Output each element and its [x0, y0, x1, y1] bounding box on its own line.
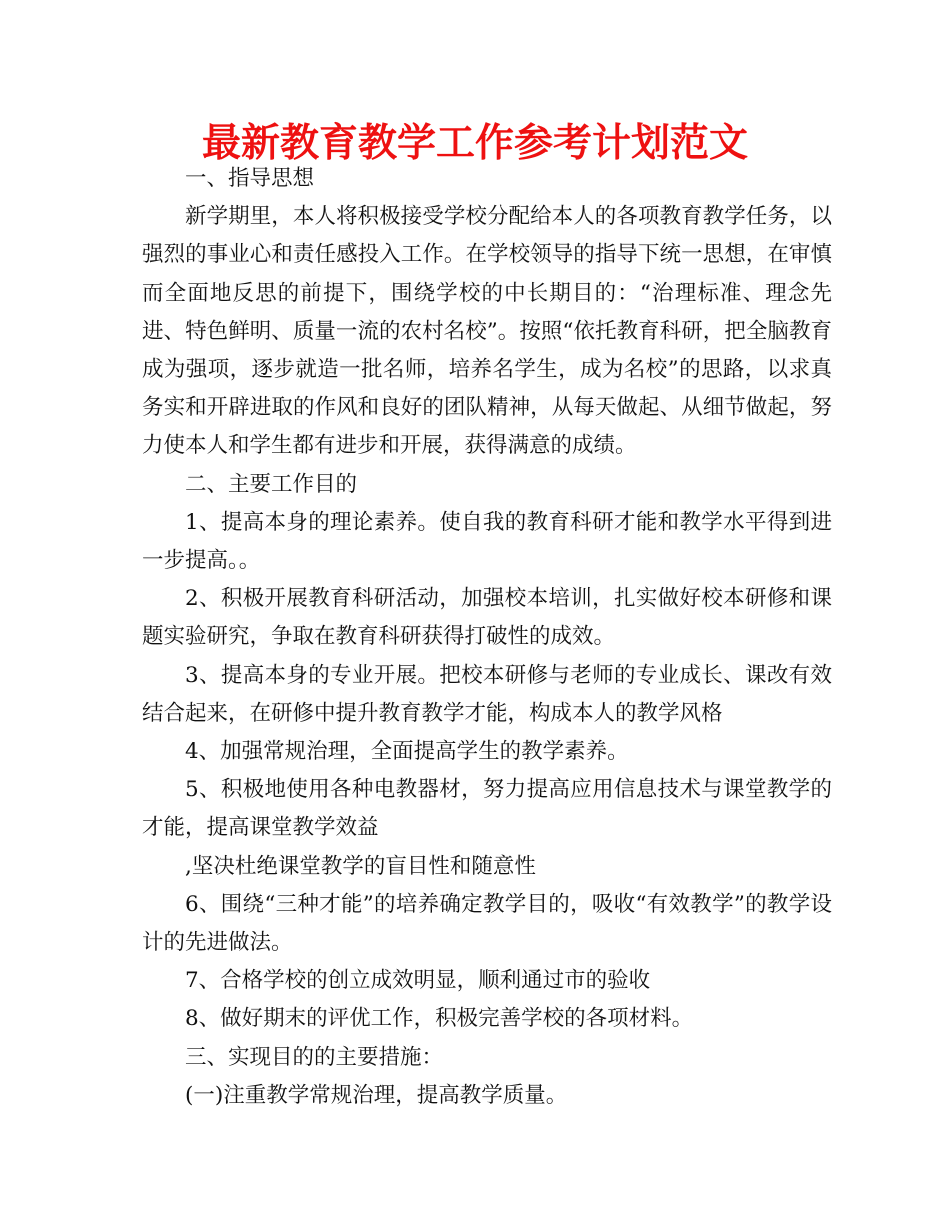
list-item: 8、做好期末的评优工作，积极完善学校的各项材料。: [185, 1006, 694, 1032]
section-heading: 一、指导思想: [185, 166, 315, 191]
section-heading: 三、实现目的的主要措施：: [185, 1044, 444, 1070]
list-item: 1、提高本身的理论素养。使自我的教育科研才能和教学水平得到进一步提高。。: [142, 509, 832, 574]
list-item: 5、积极地使用各种电教器材，努力提高应用信息技术与课堂教学的才能，提高课堂教学效益: [142, 777, 832, 841]
list-item: 6、围绕“三种才能”的培养确定教学目的，吸收“有效教学”的教学设计的先进做法。: [142, 891, 832, 956]
document-body: [142, 160, 832, 1115]
list-item: 2、积极开展教育科研活动，加强校本培训，扎实做好校本研修和课题实验研究，争取在教育科研获得打破性的成效。: [142, 586, 832, 650]
sub-heading: (一)注重教学常规治理，提高教学质量。: [185, 1082, 568, 1108]
list-item: 7、合格学校的创立成效明显，顺利通过市的验收: [185, 968, 651, 994]
paragraph: 新学期里，本人将积极接受学校分配给本人的各项教育教学任务，以强烈的事业心和责任感投入工作。在学校领导的指导下统一思想，在审慎而全面地反思的前提下，围绕学校的中长期目的：“治理标准、理念先进、特色鲜明、质量一流的农村名校”。按照“依托教育科研，把全脑教育成为强项，逐步就造一批名师，培养名学生，成为名校”的思路，以求真务实和开辟进取的作风和良好的团队精神，从每天做起、从细节做起，努力使本人和学生都有进步和开展，获得满意的成绩。: [142, 204, 832, 459]
paragraph: ,坚决杜绝课堂教学的盲目性和随意性: [185, 853, 536, 879]
list-item: 3、提高本身的专业开展。把校本研修与老师的专业成长、课改有效结合起来，在研修中提升教育教学才能，构成本人的教学风格: [142, 662, 832, 726]
section-heading: 二、主要工作目的: [185, 471, 358, 497]
document-title: 最新教育教学工作参考计划范文: [201, 121, 748, 166]
list-item: 4、加强常规治理，全面提高学生的教学素养。: [185, 739, 629, 765]
